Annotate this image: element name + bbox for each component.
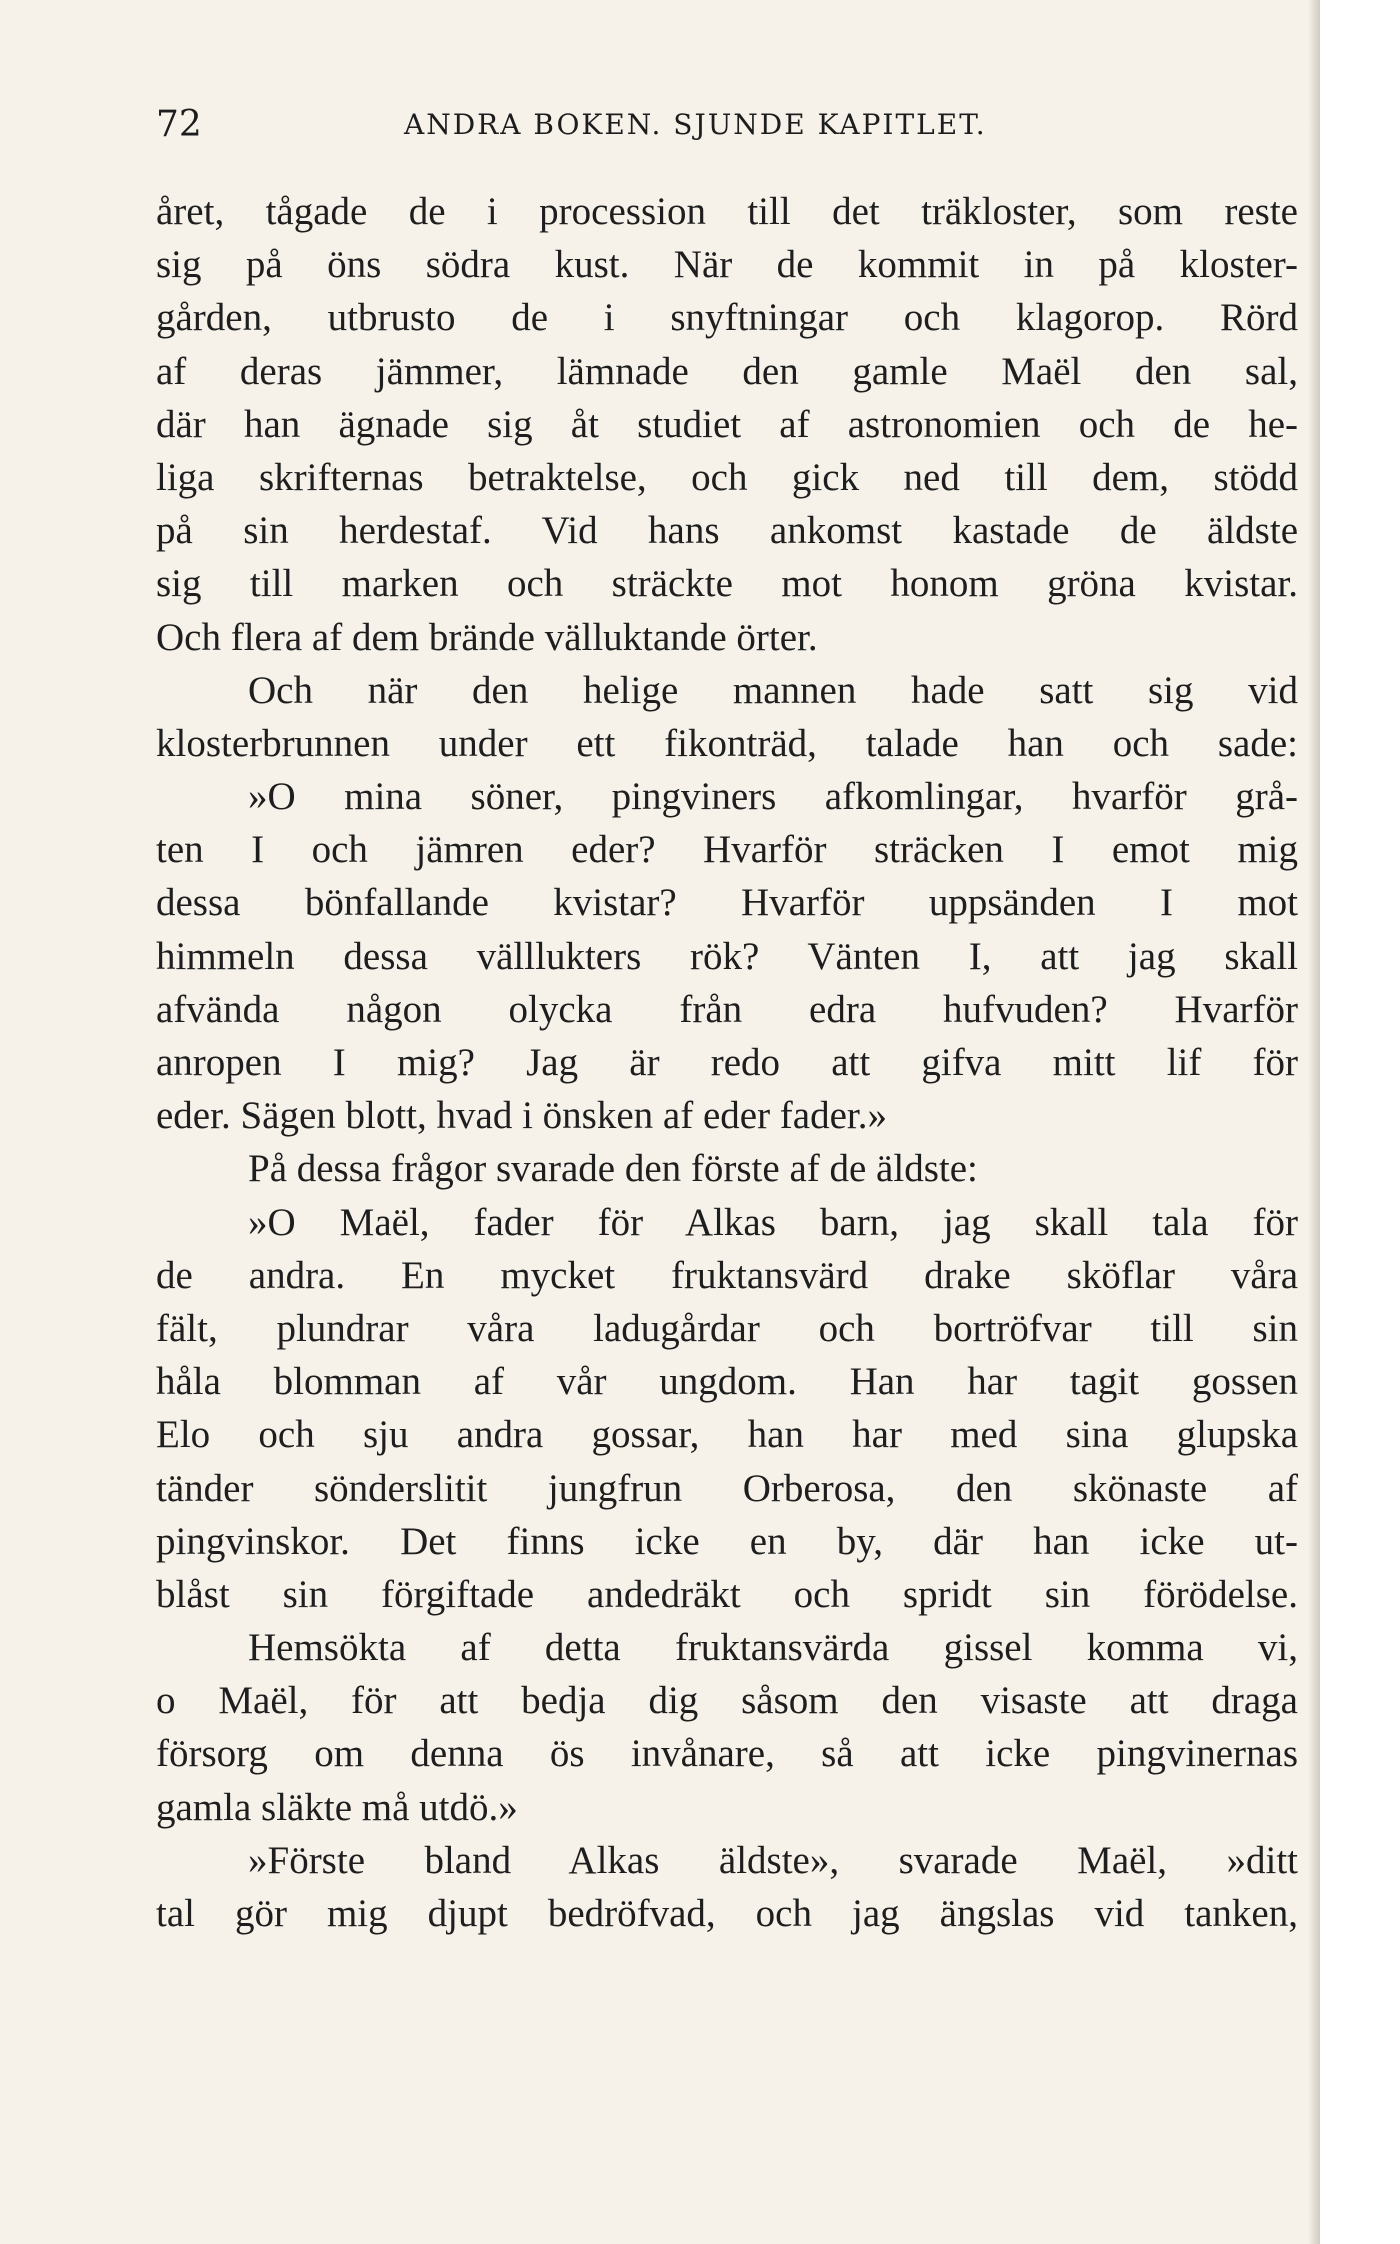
text-line: liga skrifternas betraktelse, och gick ned till dem, stödd (156, 455, 1298, 499)
page-header (156, 100, 1296, 150)
text-line: gamla släkte må utdö.» (156, 1785, 518, 1829)
text-line: himmeln dessa välllukters rök? Vänten I, att jag skall (156, 934, 1298, 978)
text-line: Och när den helige mannen hade satt sig vid (248, 668, 1298, 712)
text-line: blåst sin förgiftade andedräkt och spridt sin förödelse. (156, 1572, 1298, 1616)
text-line: »O mina söner, pingviners afkomlingar, hvarför grå- (248, 775, 1298, 819)
text-line: tal gör mig djupt bedröfvad, och jag ängslas vid tanken, (156, 1892, 1298, 1935)
page-number: 72 (156, 104, 202, 145)
text-line: året, tågade de i procession till det träkloster, som reste (156, 190, 1298, 233)
text-line: anropen I mig? Jag är redo att gifva mitt lif för (156, 1041, 1298, 1084)
text-line: o Maël, för att bedja dig såsom den visaste att draga (156, 1679, 1298, 1723)
text-line: Hemsökta af detta fruktansvärda gissel komma vi, (248, 1626, 1298, 1670)
text-line: sig till marken och sträckte mot honom gröna kvistar. (156, 562, 1298, 606)
text-line: där han ägnade sig åt studiet af astronomien och de he- (156, 402, 1298, 446)
text-line: på sin herdestaf. Vid hans ankomst kastade de äldste (156, 509, 1298, 553)
running-head: ANDRA BOKEN. SJUNDE KAPITLET. (404, 108, 987, 141)
text-line: dessa bönfallande kvistar? Hvarför uppsänden I mot (156, 881, 1298, 925)
text-line: fält, plundrar våra ladugårdar och bortröfvar till sin (156, 1306, 1298, 1350)
text-line: de andra. En mycket fruktansvärd drake sköflar våra (156, 1253, 1298, 1297)
body-text (156, 185, 1298, 1940)
text-line: Elo och sju andra gossar, han har med sina glupska (156, 1413, 1298, 1457)
text-line: gården, utbrusto de i snyftningar och klagorop. Rörd (156, 296, 1298, 340)
text-line: pingvinskor. Det finns icke en by, där han icke ut- (156, 1519, 1298, 1563)
text-line: tänder sönderslitit jungfrun Orberosa, den skönaste af (156, 1466, 1298, 1510)
text-line: af deras jämmer, lämnade den gamle Maël den sal, (156, 349, 1298, 393)
text-line: »O Maël, fader för Alkas barn, jag skall tala för (248, 1200, 1298, 1244)
text-line: försorg om denna ös invånare, så att icke pingvinernas (156, 1732, 1298, 1776)
text-line: klosterbrunnen under ett fikonträd, talade han och sade: (156, 721, 1298, 765)
text-line: Och flera af dem brände välluktande örter. (156, 615, 818, 659)
text-line: »Förste bland Alkas äldste», svarade Maël, »ditt (248, 1838, 1298, 1882)
text-line: afvända någon olycka från edra hufvuden? Hvarför (156, 987, 1298, 1031)
text-line: sig på öns södra kust. När de kommit in på kloster- (156, 243, 1298, 287)
text-line: ten I och jämren eder? Hvarför sträcken I emot mig (156, 828, 1298, 872)
text-line: håla blomman af vår ungdom. Han har tagit gossen (156, 1360, 1298, 1404)
text-line: På dessa frågor svarade den förste af de äldste: (248, 1147, 978, 1191)
text-line: eder. Sägen blott, hvad i önsken af eder fader.» (156, 1094, 888, 1138)
page-edge-shadow (1308, 0, 1320, 2244)
